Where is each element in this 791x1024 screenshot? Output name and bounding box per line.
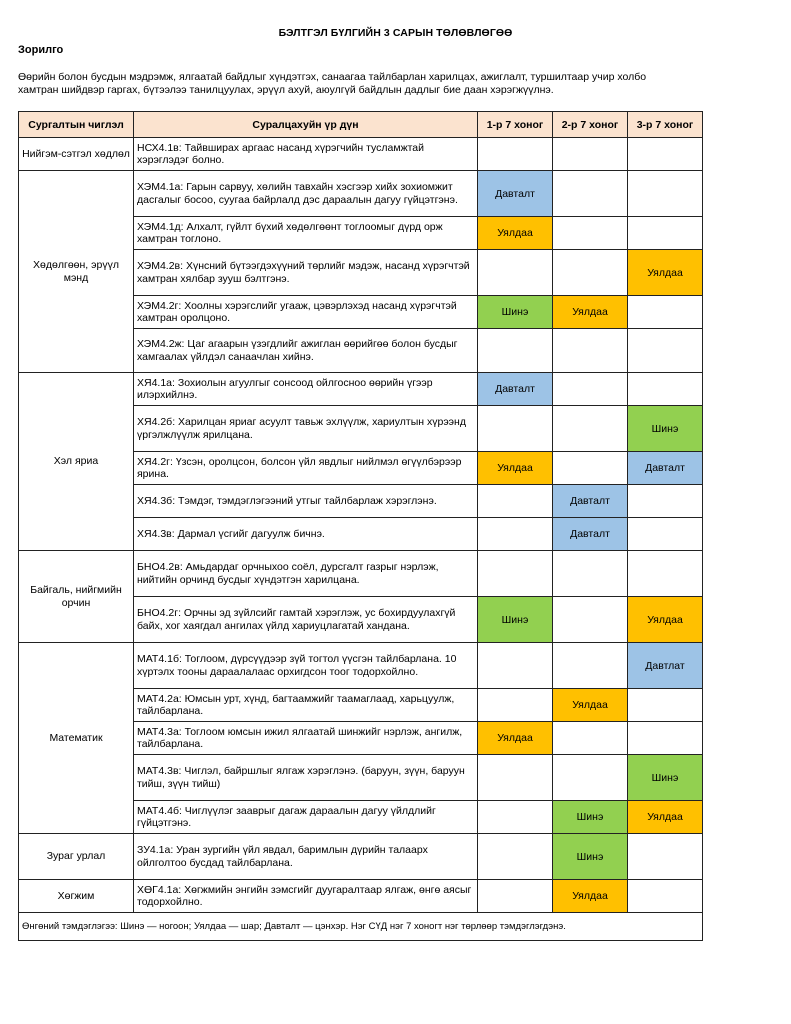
table-row <box>19 643 703 689</box>
week-1-status <box>478 250 553 296</box>
week-1-status <box>478 689 553 722</box>
week-2-status <box>553 373 628 406</box>
week-3-status: Шинэ <box>628 755 703 801</box>
outcome-cell: ХЭМ4.2в: Хүнсний бүтээгдэхүүний төрлийг мэдэж, насанд хүрэгчтэй хамтран хялбар зууш бэлтгэнэ. <box>134 250 478 296</box>
week-2-status <box>553 406 628 452</box>
week-2-status <box>553 551 628 597</box>
outcome-cell: ЗУ4.1а: Уран зургийн үйл явдал, баримлын дүрийн талаарх ойлголтоо бусдад тайлбарлана. <box>134 834 478 880</box>
week-2-status <box>553 217 628 250</box>
plan-table <box>18 111 703 941</box>
week-3-status <box>628 722 703 755</box>
week-1-status <box>478 551 553 597</box>
week-2-status <box>553 250 628 296</box>
table-row <box>19 373 703 406</box>
color-legend: Өнгөний тэмдэглэгээ: Шинэ — ногоон; Уялдаа — шар; Давталт — цэнхэр. Нэг СҮД нэг 7 хоногт нэг төрлөөр тэмдэглэгдэнэ. <box>19 913 703 941</box>
week-3-status: Шинэ <box>628 406 703 452</box>
week-3-status: Уялдаа <box>628 597 703 643</box>
week-1-status: Шинэ <box>478 597 553 643</box>
week-2-status <box>553 329 628 373</box>
document-title: БЭЛТГЭЛ БҮЛГИЙН 3 САРЫН ТӨЛӨВЛӨГӨӨ <box>278 27 513 39</box>
week-1-status: Уялдаа <box>478 722 553 755</box>
week-3-status <box>628 373 703 406</box>
outcome-cell: НСХ4.1в: Тайвширах аргаас насанд хүрэгчийн тусламжтай хэрэглэдэг болно. <box>134 138 478 171</box>
week-1-status <box>478 406 553 452</box>
table-row <box>19 138 703 171</box>
week-3-status <box>628 171 703 217</box>
week-3-status <box>628 880 703 913</box>
outcome-cell: МАТ4.2а: Юмсын урт, хүнд, багтаамжийг таамаглаад, харьцуулж, тайлбарлана. <box>134 689 478 722</box>
outcome-cell: МАТ4.4б: Чиглүүлэг зааврыг дагаж дараалын дагуу үйлдлийг гүйцэтгэнэ. <box>134 801 478 834</box>
week-3-status <box>628 138 703 171</box>
goal-text <box>18 71 704 97</box>
header-subject: Сургалтын чиглэл <box>19 112 134 138</box>
goal-heading: Зорилго <box>18 44 64 56</box>
table-row <box>19 834 703 880</box>
week-3-status: Уялдаа <box>628 801 703 834</box>
week-1-status <box>478 138 553 171</box>
outcome-cell: ХЭМ4.1а: Гарын сарвуу, хөлийн тавхайн хэсгээр хийх зохиомжит дасгалыг босоо, суугаа байрлалд дэс дараалын дагуу гүйцэтгэнэ. <box>134 171 478 217</box>
subject-cell: Зураг урлал <box>19 834 134 880</box>
outcome-cell: ХӨГ4.1а: Хөгжмийн энгийн зэмсгийг дуугаралтаар ялгаж, өнгө аясыг тодорхойлно. <box>134 880 478 913</box>
week-3-status: Уялдаа <box>628 250 703 296</box>
week-3-status <box>628 485 703 518</box>
week-3-status: Давталт <box>628 452 703 485</box>
week-3-status <box>628 217 703 250</box>
plan-table-body <box>19 138 703 913</box>
subject-cell: Нийгэм-сэтгэл хөдлөл <box>19 138 134 171</box>
week-3-status <box>628 689 703 722</box>
week-2-status: Давталт <box>553 485 628 518</box>
week-2-status <box>553 643 628 689</box>
week-1-status: Шинэ <box>478 296 553 329</box>
week-2-status <box>553 755 628 801</box>
subject-cell: Хөгжим <box>19 880 134 913</box>
goal-text-line-2: хамтран шийдвэр гаргах, бүтээлээ танилцуулах, эрүүл ахуй, аюулгүй байдлын дадлыг бие даан хэрэгжүүлнэ. <box>18 84 554 96</box>
outcome-cell: ХЭМ4.2ж: Цаг агаарын үзэгдлийг ажиглан өөрийгөө болон бусдыг хамгаалах үйлдэл санаачлан хийнэ. <box>134 329 478 373</box>
outcome-cell: ХЯ4.2г: Үзсэн, оролцсон, болсон үйл явдлыг нийлмэл өгүүлбэрээр ярина. <box>134 452 478 485</box>
week-1-status: Уялдаа <box>478 217 553 250</box>
week-3-status <box>628 296 703 329</box>
header-week-3: 3-р 7 хоног <box>628 112 703 138</box>
week-1-status <box>478 329 553 373</box>
table-header-row <box>19 112 703 138</box>
week-2-status <box>553 452 628 485</box>
week-1-status: Уялдаа <box>478 452 553 485</box>
table-row <box>19 171 703 217</box>
week-1-status <box>478 834 553 880</box>
table-row <box>19 880 703 913</box>
week-2-status <box>553 171 628 217</box>
week-2-status: Шинэ <box>553 834 628 880</box>
week-3-status: Давтлат <box>628 643 703 689</box>
legend-row <box>19 913 703 941</box>
week-2-status <box>553 597 628 643</box>
outcome-cell: МАТ4.1б: Тоглоом, дүрсүүдээр зүй тогтол үүсгэн тайлбарлана. 10 хүртэлх тооны дараалалаас орхигдсон тоог тодорхойлно. <box>134 643 478 689</box>
table-row <box>19 551 703 597</box>
week-1-status <box>478 755 553 801</box>
week-1-status <box>478 643 553 689</box>
week-3-status <box>628 834 703 880</box>
subject-cell: Математик <box>19 643 134 834</box>
outcome-cell: ХЯ4.3б: Тэмдэг, тэмдэглэгээний утгыг тайлбарлаж хэрэглэнэ. <box>134 485 478 518</box>
week-2-status: Уялдаа <box>553 880 628 913</box>
week-2-status <box>553 722 628 755</box>
week-3-status <box>628 518 703 551</box>
week-1-status: Давталт <box>478 171 553 217</box>
outcome-cell: ХЭМ4.2г: Хоолны хэрэгслийг угааж, цэвэрлэхэд насанд хүрэгчтэй хамтран оролцоно. <box>134 296 478 329</box>
outcome-cell: МАТ4.3в: Чиглэл, байршлыг ялгаж хэрэглэнэ. (баруун, зүүн, баруун тийш, зүүн тийш) <box>134 755 478 801</box>
week-1-status <box>478 518 553 551</box>
week-3-status <box>628 551 703 597</box>
week-2-status <box>553 138 628 171</box>
week-2-status: Уялдаа <box>553 689 628 722</box>
week-1-status <box>478 801 553 834</box>
week-1-status <box>478 485 553 518</box>
week-1-status: Давталт <box>478 373 553 406</box>
header-week-2: 2-р 7 хоног <box>553 112 628 138</box>
subject-cell: Хэл яриа <box>19 373 134 551</box>
header-outcome: Суралцахуйн үр дүн <box>134 112 478 138</box>
goal-text-line-1: Өөрийн болон бусдын мэдрэмж, ялгаатай байдлыг хүндэтгэх, санаагаа тайлбарлан харилцах, ажиглалт, туршилтаар учир холбо <box>18 71 647 83</box>
week-3-status <box>628 329 703 373</box>
outcome-cell: ХЯ4.2б: Харилцан яриаг асуулт тавьж эхлүүлж, хариултын хүрээнд үргэлжлүүлж ярилцана. <box>134 406 478 452</box>
outcome-cell: МАТ4.3а: Тоглоом юмсын ижил ялгаатай шинжийг нэрлэж, ангилж, тайлбарлана. <box>134 722 478 755</box>
outcome-cell: БНО4.2в: Амьдардаг орчныхоо соёл, дурсгалт газрыг нэрлэж, нийтийн орчинд бусдыг хүндэтгэн харилцана. <box>134 551 478 597</box>
week-2-status: Уялдаа <box>553 296 628 329</box>
header-week-1: 1-р 7 хоног <box>478 112 553 138</box>
week-2-status: Давталт <box>553 518 628 551</box>
outcome-cell: ХЯ4.1а: Зохиолын агуулгыг сонсоод ойлгосноо өөрийн үгээр илэрхийлнэ. <box>134 373 478 406</box>
outcome-cell: ХЭМ4.1д: Алхалт, гүйлт бүхий хөдөлгөөнт тоглоомыг дүрд орж хамтран тоглоно. <box>134 217 478 250</box>
outcome-cell: БНО4.2г: Орчны эд зүйлсийг гамтай хэрэглэж, ус бохирдуулахгүй байх, хог хаягдал ангилах үйлд хариуцлагатай хандана. <box>134 597 478 643</box>
subject-cell: Хөдөлгөөн, эрүүл мэнд <box>19 171 134 373</box>
week-1-status <box>478 880 553 913</box>
outcome-cell: ХЯ4.3в: Дармал үсгийг дагуулж бичнэ. <box>134 518 478 551</box>
subject-cell: Байгаль, нийгмийн орчин <box>19 551 134 643</box>
week-2-status: Шинэ <box>553 801 628 834</box>
